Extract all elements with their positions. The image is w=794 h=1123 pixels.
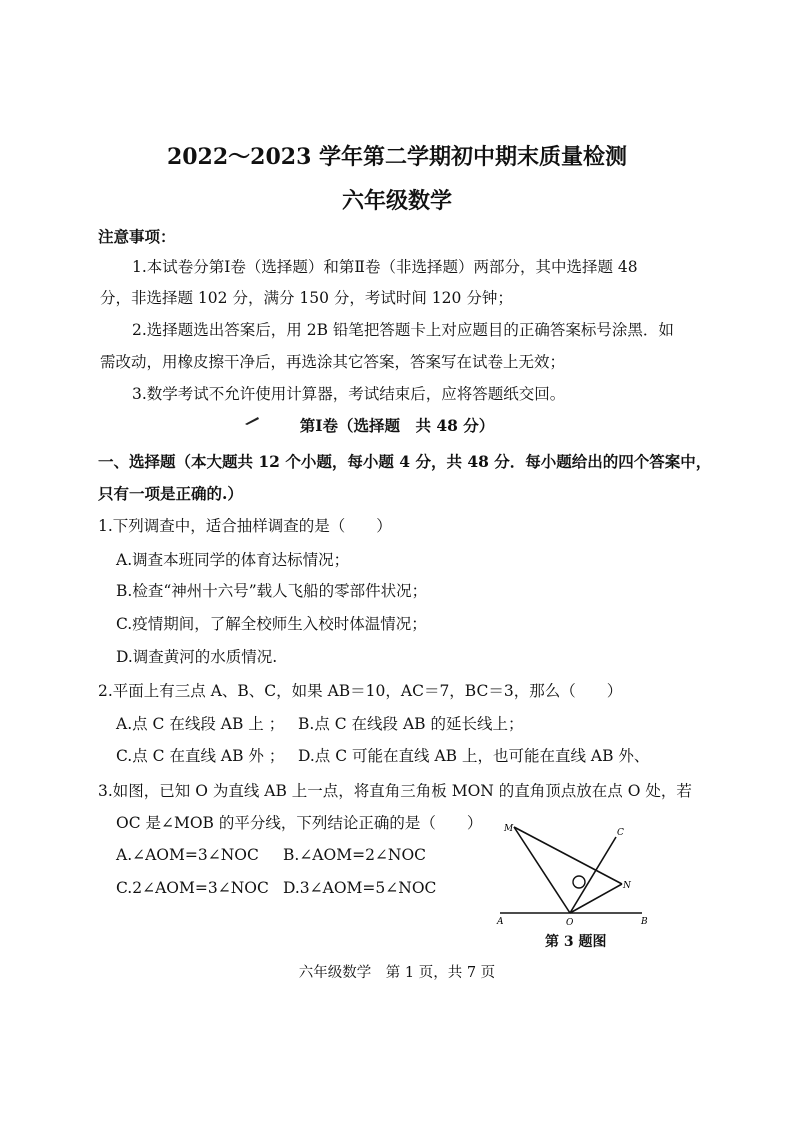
part-one-heading-line-1: 一、选择题（本大题共 12 个小题，每小题 4 分，共 48 分．每小题给出的四个答案中， xyxy=(98,452,712,471)
question-1-stem: 1.下列调查中，适合抽样调查的是（ ） xyxy=(98,517,392,535)
notice-item-1-line-2: 分，非选择题 102 分，满分 150 分，考试时间 120 分钟； xyxy=(100,289,513,307)
figure-caption: 第 3 题图 xyxy=(545,934,607,950)
question-2-option-d: D.点 C 可能在直线 AB 上，也可能在直线 AB 外、 xyxy=(298,747,650,765)
question-1-option-c: C.疫情期间，了解全校师生入校时体温情况； xyxy=(116,615,427,633)
ray-oc xyxy=(570,837,616,913)
question-3-stem-line-2: OC 是∠MOB 的平分线，下列结论正确的是（ ） xyxy=(116,814,483,832)
notice-item-2-line-1: 2.选择题选出答案后，用 2B 铅笔把答题卡上对应题目的正确答案标号涂黑．如 xyxy=(132,321,674,339)
notice-item-2-line-2: 需改动，用橡皮擦干净后，再选涂其它答案，答案写在试卷上无效； xyxy=(100,353,566,371)
question-3-option-d: D.3∠AOM=5∠NOC xyxy=(283,879,437,897)
part-one-heading-line-2: 只有一项是正确的.） xyxy=(98,484,243,503)
question-1-option-d: D.调查黄河的水质情况. xyxy=(116,648,278,666)
question-3-option-c: C.2∠AOM=3∠NOC xyxy=(116,879,269,897)
label-a: A xyxy=(497,917,504,927)
question-3-stem-line-1: 3.如图，已知 O 为直线 AB 上一点，将直角三角板 MON 的直角顶点放在点 O 处，若 xyxy=(98,782,692,800)
question-1-option-b: B.检查“神州十六号”载人飞船的零部件状况； xyxy=(116,582,428,600)
section-title: 第Ⅰ卷（选择题 共 48 分） xyxy=(299,416,495,435)
question-2-option-a: A.点 C 在线段 AB 上 ； xyxy=(116,715,285,733)
question-2-option-b: B.点 C 在线段 AB 的延长线上； xyxy=(298,715,524,733)
label-o: O xyxy=(566,918,574,928)
question-2-option-c: C.点 C 在直线 AB 外 ； xyxy=(116,747,285,765)
page-footer: 六年级数学 第 1 页，共 7 页 xyxy=(298,965,496,981)
segment-om xyxy=(514,827,570,913)
notice-heading: 注意事项： xyxy=(98,227,176,246)
segment-mn xyxy=(514,827,622,884)
question-3-figure xyxy=(494,818,654,930)
question-2-stem: 2.平面上有三点 A、B、C，如果 AB＝10，AC＝7，BC＝3，那么（ ） xyxy=(98,682,623,700)
question-1-option-a: A.调查本班同学的体育达标情况； xyxy=(116,551,350,569)
question-3-option-b: B.∠AOM=2∠NOC xyxy=(283,846,427,864)
label-c: C xyxy=(617,828,624,838)
question-3-option-a: A.∠AOM=3∠NOC xyxy=(116,846,259,864)
label-m: M xyxy=(504,824,514,834)
label-b: B xyxy=(641,917,648,927)
notice-item-3: 3.数学考试不允许使用计算器，考试结束后，应将答题纸交回。 xyxy=(132,385,566,403)
exam-subject: 六年级数学 xyxy=(341,188,452,214)
small-circle-mark xyxy=(573,876,585,888)
exam-title: 2022～2023 学年第二学期初中期末质量检测 xyxy=(166,144,628,170)
label-n: N xyxy=(623,881,631,891)
notice-item-1-line-1: 1.本试卷分第Ⅰ卷（选择题）和第Ⅱ卷（非选择题）两部分，其中选择题 48 xyxy=(132,258,638,276)
